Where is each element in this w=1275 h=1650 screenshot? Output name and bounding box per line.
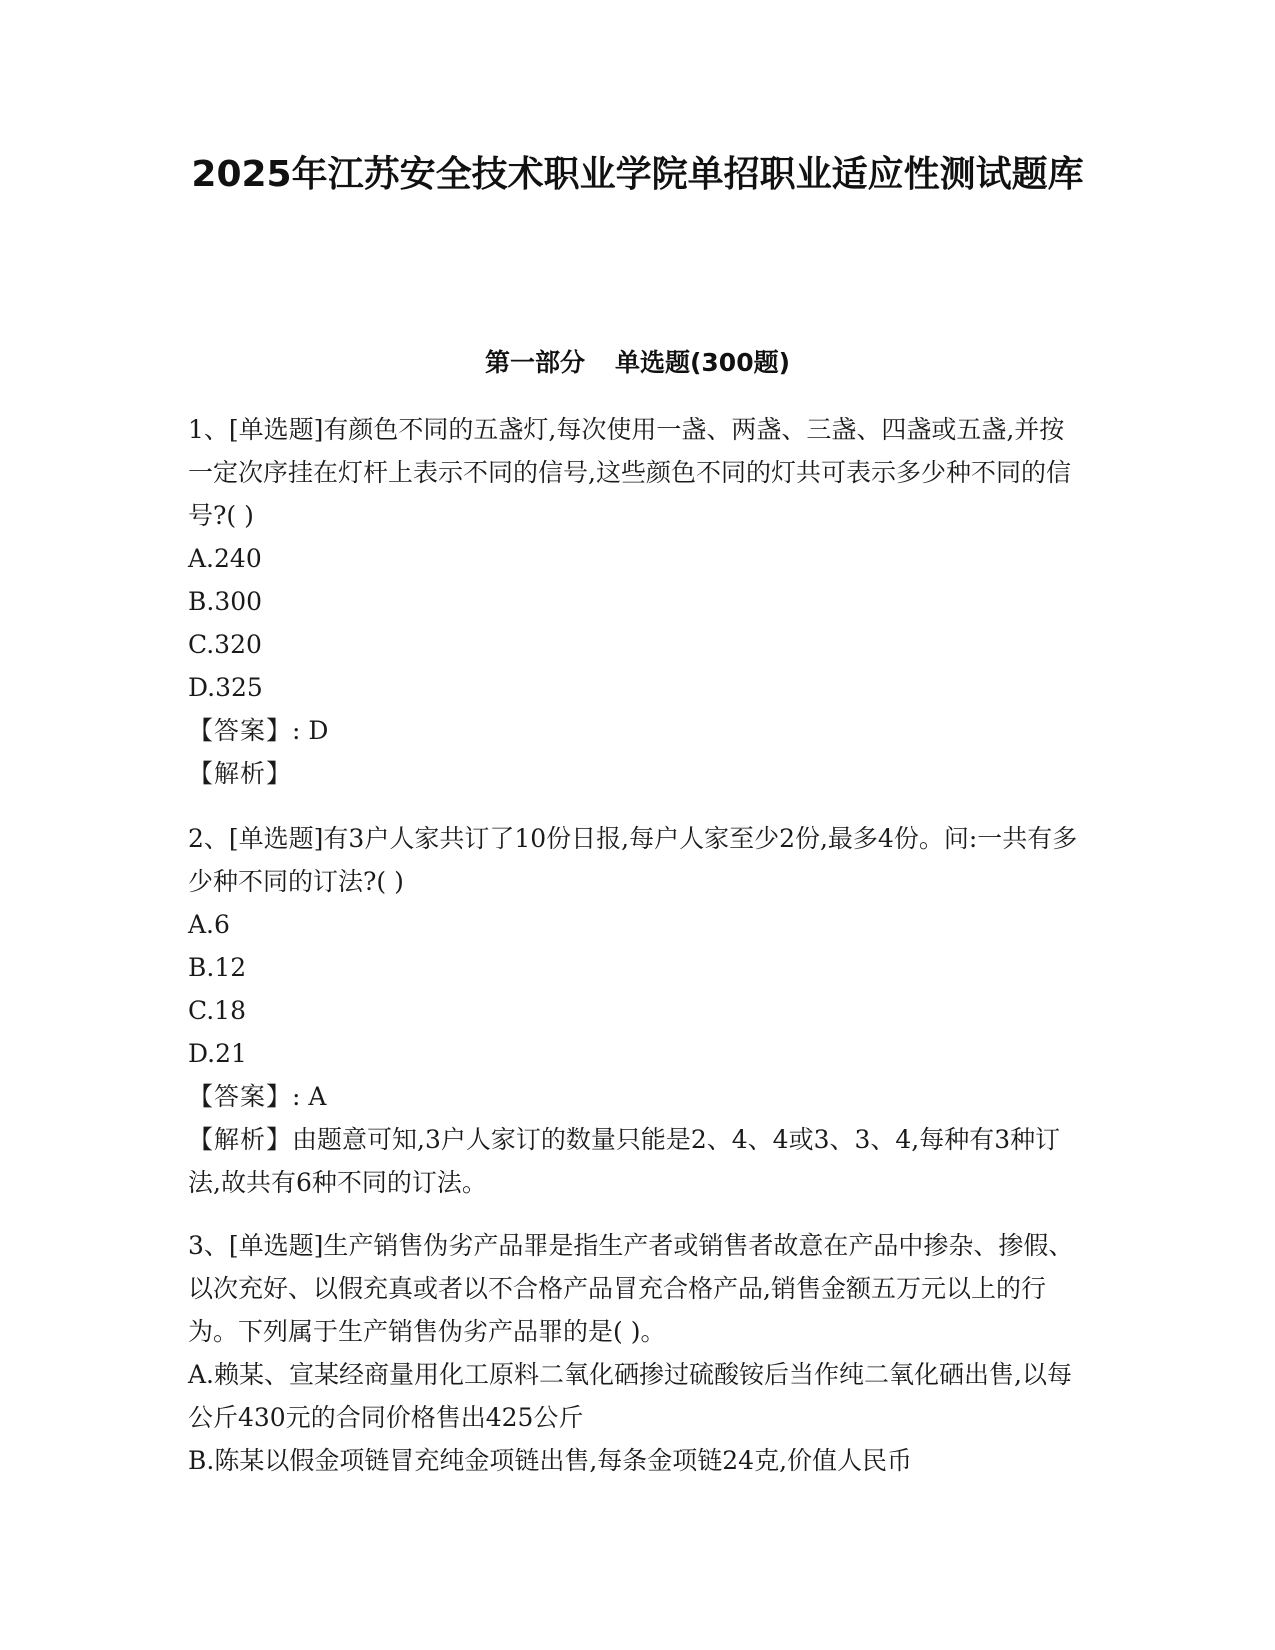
option-d: D.325 bbox=[188, 673, 263, 702]
answer-line bbox=[188, 1075, 1083, 1118]
analysis-label: 【解析】 bbox=[188, 1125, 293, 1154]
option-c: C.320 bbox=[188, 630, 262, 659]
analysis-text: 由题意可知,3户人家订的数量只能是2、4、4或3、3、4,每种有3种订法,故共有6种不同的订法。 bbox=[188, 1125, 1061, 1197]
answer-separator: : bbox=[292, 716, 301, 745]
analysis-label: 【解析】 bbox=[188, 759, 293, 788]
answer-separator: : bbox=[292, 1082, 301, 1111]
answer-line bbox=[188, 709, 1083, 752]
section-heading bbox=[150, 346, 1125, 380]
answer-label: 【答案】 bbox=[188, 716, 293, 745]
document-title: 2025年江苏安全技术职业学院单招职业适应性测试题库 bbox=[191, 154, 1084, 195]
analysis-line bbox=[188, 752, 1083, 795]
option-a: A.6 bbox=[188, 910, 230, 939]
answer-value: D bbox=[308, 716, 329, 745]
question-3 bbox=[188, 1224, 1083, 1482]
question-stem: 1、[单选题]有颜色不同的五盏灯,每次使用一盏、两盏、三盏、四盏或五盏,并按一定次序挂在灯杆上表示不同的信号,这些颜色不同的灯共可表示多少种不同的信号?( ) bbox=[188, 415, 1071, 530]
option-b: B.陈某以假金项链冒充纯金项链出售,每条金项链24克,价值人民币 bbox=[188, 1446, 913, 1475]
question-stem: 3、[单选题]生产销售伪劣产品罪是指生产者或销售者故意在产品中掺杂、掺假、以次充好、以假充真或者以不合格产品冒充合格产品,销售金额五万元以上的行为。下列属于生产销售伪劣产品罪的是( )。 bbox=[188, 1231, 1074, 1346]
question-1 bbox=[188, 408, 1083, 795]
question-2 bbox=[188, 817, 1083, 1204]
option-a: A.240 bbox=[188, 544, 262, 573]
answer-value: A bbox=[308, 1082, 327, 1111]
option-c: C.18 bbox=[188, 996, 246, 1025]
question-stem: 2、[单选题]有3户人家共订了10份日报,每户人家至少2份,最多4份。问:一共有多少种不同的订法?( ) bbox=[188, 824, 1078, 896]
section-part: 第一部分 bbox=[484, 348, 585, 377]
option-b: B.300 bbox=[188, 587, 263, 616]
option-b: B.12 bbox=[188, 953, 247, 982]
section-name: 单选题(300题) bbox=[614, 348, 791, 377]
analysis-line bbox=[188, 1118, 1083, 1204]
answer-label: 【答案】 bbox=[188, 1082, 293, 1111]
option-d: D.21 bbox=[188, 1039, 247, 1068]
option-a: A.赖某、宣某经商量用化工原料二氧化硒掺过硫酸铵后当作纯二氧化硒出售,以每公斤430元的合同价格售出425公斤 bbox=[188, 1360, 1072, 1432]
